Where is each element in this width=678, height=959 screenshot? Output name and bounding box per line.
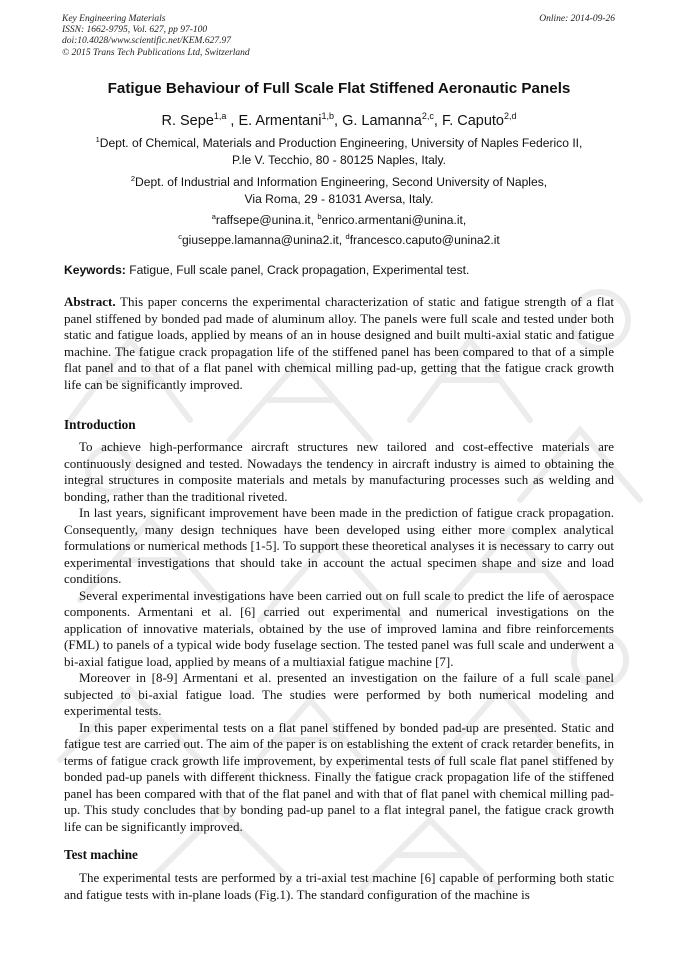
section-heading-test-machine: Test machine xyxy=(64,847,138,862)
author-name: E. Armentani xyxy=(238,113,322,129)
affiliation-line: P.le V. Tecchio, 80 - 80125 Naples, Italy. xyxy=(231,153,447,167)
section-heading-introduction: Introduction xyxy=(64,417,136,432)
paragraph: Several experimental investigations have been carried out on full scale to predict the life of aerospace components. Armentani et al. [6] carried out experimental and numerical investigations on the application of innovative materials, obtained by the use of improved lamina and fibre reinforcements (FML) to panels of a typical wide body fuselage section. The tested panel was full scale and underwent a bi-axial fatigue load, applied by means of a multiaxial fatigue machine [7]. xyxy=(64,587,614,669)
paragraph: In this paper experimental tests on a flat panel stiffened by bonded pad-up are presented. Static and fatigue test are carried out. The aim of the paper is on establishing the extent of crack retarder benefits, in terms of fatigue crack growth life improvement, by experimental tests of full scale flat panel stiffened by bonded pad-up panels with different thickness. Finally the fatigue crack propagation life of the stiffened panel has been compared with that of the flat panel and with that of flat panel with chemical milling pad-up. This study concludes that by bonding pad-up panel to a flat integral panel, the fatigue crack growth life can be significantly improved. xyxy=(64,719,614,834)
email-link[interactable]: francesco.caputo@unina2.it xyxy=(349,233,500,247)
affiliation-mark: 2 xyxy=(130,174,136,184)
introduction-body xyxy=(64,439,614,835)
affiliation-line: Dept. of Industrial and Information Engineering, Second University of Naples, xyxy=(135,175,548,189)
email-link[interactable]: giuseppe.lamanna@unina2.it, xyxy=(181,233,346,247)
email-mark: c xyxy=(178,232,182,242)
journal-header xyxy=(62,14,250,59)
affiliation-1 xyxy=(40,135,638,169)
email-link[interactable]: raffsepe@unina.it, xyxy=(215,213,318,227)
email-mark: a xyxy=(211,212,216,222)
abstract-label: Abstract. xyxy=(64,294,116,309)
paragraph: To achieve high-performance aircraft structures new tailored and cost-effective materials are continuously designed and tested. Nowadays the tendency in aircraft industry is aimed to obtaining the integral structures in composite materials and metals by manufacturing processes such as welding and bonding, rather than the traditional riveted. xyxy=(64,439,614,504)
author-name: R. Sepe xyxy=(161,113,214,129)
issn-line: ISSN: 1662-9795, Vol. 627, pp 97-100 xyxy=(62,25,208,36)
author-emails xyxy=(40,210,638,250)
test-machine-body xyxy=(64,870,614,903)
author-list: R. Sepe$^{1,a}$ , E. Armentani$^{1,b}$, G. Lamanna$^{2,c}$, F. Caputo$^{2,d}$ xyxy=(161,111,517,129)
journal-name: Key Engineering Materials xyxy=(62,14,166,24)
email-mark: b xyxy=(317,212,322,222)
doi-line[interactable]: doi:10.4028/www.scientific.net/KEM.627.97 xyxy=(62,36,231,47)
author-affiliation-mark: 2,c xyxy=(421,111,434,122)
abstract xyxy=(64,294,614,393)
author-name: G. Lamanna xyxy=(342,113,422,129)
copyright-line: © 2015 Trans Tech Publications Ltd, Switzerland xyxy=(62,47,250,58)
paragraph: The experimental tests are performed by a tri-axial test machine [6] capable of performing both static and fatigue tests with in-plane loads (Fig.1). The standard configuration of the machine is xyxy=(64,870,614,902)
keywords-label: Keywords: xyxy=(64,263,126,277)
affiliation-mark: 1 xyxy=(95,135,100,145)
author-affiliation-mark: 1,a xyxy=(213,111,227,122)
author-affiliation-mark: 2,d xyxy=(504,111,517,122)
online-date: Online: 2014-09-26 xyxy=(539,14,615,24)
paragraph: Moreover in [8-9] Armentani et al. presented an investigation on the failure of a full scale panel subjected to bi-axial fatigue load. The studies were performed by both numerical modeling and experimental tests. xyxy=(64,670,614,718)
email-mark: d xyxy=(345,232,350,242)
email-link[interactable]: enrico.armentani@unina.it, xyxy=(321,213,467,227)
paper-title: Fatigue Behaviour of Full Scale Flat Stiffened Aeronautic Panels xyxy=(107,80,571,97)
paragraph: In last years, significant improvement have been made in the prediction of fatigue crack propagation. Consequently, many design techniques have been developed using either more complex analytical formulations or numerical methods [1-5]. To support these theoretical analyses it is necessary to carry out experimental investigations that should take in account the actual specimen shape and size and load conditions. xyxy=(64,505,614,586)
author-affiliation-mark: 1,b xyxy=(321,111,334,122)
keywords-text: Fatigue, Full scale panel, Crack propagation, Experimental test. xyxy=(125,263,470,277)
affiliation-line: Dept. of Chemical, Materials and Production Engineering, University of Naples Federico II, xyxy=(99,136,583,150)
affiliation-line: Via Roma, 29 - 81031 Aversa, Italy. xyxy=(244,192,434,206)
author-name: F. Caputo xyxy=(441,113,505,129)
affiliation-2 xyxy=(40,174,638,208)
keywords xyxy=(64,263,624,277)
abstract-text: This paper concerns the experimental characterization of static and fatigue strength of a flat panel stiffened by bonded pad made of aluminum alloy. The panels were full scale and tested under both static and fatigue loads, applied by means of an in house designed and built multi-axial static and fatigue machine. The fatigue crack propagation life of the stiffened panel has been compared to that of a simple flat panel and to that of a flat panel with chemical milling pad-up, getting that the fatigue crack growth life can be significantly improved. xyxy=(64,294,614,392)
